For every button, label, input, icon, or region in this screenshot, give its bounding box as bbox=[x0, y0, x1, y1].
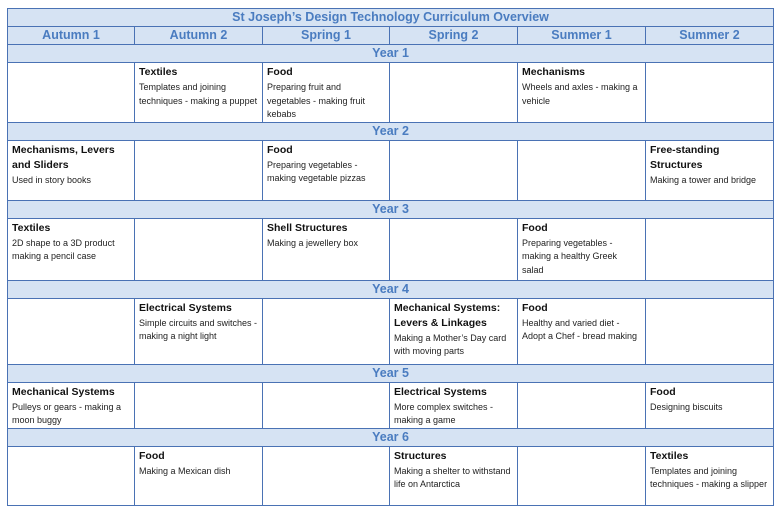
topic-title: Mechanical Systems bbox=[12, 385, 115, 398]
curriculum-cell bbox=[135, 446, 263, 505]
topic-title: Mechanisms bbox=[522, 66, 586, 78]
topic-description: Simple circuits and switches - making a night light bbox=[139, 317, 258, 341]
topic-description: Preparing vegetables - making vegetable pizzas bbox=[267, 159, 366, 183]
topic-title: Mechanisms, Levers and Sliders bbox=[12, 143, 115, 171]
cell-content bbox=[135, 299, 262, 344]
topic-description: Wheels and axles - making a vehicle bbox=[522, 82, 638, 106]
empty-cell bbox=[518, 382, 646, 428]
year-label: Year 3 bbox=[8, 200, 774, 218]
empty-cell bbox=[8, 298, 135, 364]
term-header: Summer 2 bbox=[646, 27, 774, 45]
curriculum-cell bbox=[518, 298, 646, 364]
topic-title: Textiles bbox=[12, 221, 51, 234]
curriculum-cell bbox=[646, 382, 774, 428]
topic-title: Food bbox=[139, 449, 165, 462]
year-content-row bbox=[8, 446, 774, 505]
topic-description: Making a jewellery box bbox=[267, 237, 359, 248]
term-header-row bbox=[8, 27, 774, 45]
empty-cell bbox=[263, 382, 390, 428]
year-label: Year 2 bbox=[8, 122, 774, 140]
year-label: Year 4 bbox=[8, 280, 774, 298]
topic-description: Templates and joining techniques - making a puppet bbox=[139, 82, 258, 106]
cell-content bbox=[390, 447, 517, 492]
year-content-row bbox=[8, 218, 774, 280]
topic-title: Electrical Systems bbox=[139, 301, 232, 314]
empty-cell bbox=[518, 446, 646, 505]
curriculum-cell bbox=[8, 140, 135, 200]
year-label: Year 5 bbox=[8, 364, 774, 382]
topic-description: Templates and joining techniques - making a slipper bbox=[650, 465, 768, 489]
empty-cell bbox=[390, 63, 518, 123]
empty-cell bbox=[646, 63, 774, 123]
year-header-row bbox=[8, 428, 774, 446]
cell-content bbox=[518, 299, 645, 344]
topic-description: Preparing vegetables - making a healthy Greek salad bbox=[522, 237, 618, 275]
curriculum-overview bbox=[7, 8, 773, 506]
topic-title: Food bbox=[522, 221, 548, 234]
year-header-row bbox=[8, 122, 774, 140]
cell-content bbox=[263, 141, 389, 186]
curriculum-cell bbox=[646, 446, 774, 505]
topic-description: Making a Mother’s Day card with moving parts bbox=[394, 332, 507, 356]
curriculum-cell bbox=[518, 218, 646, 280]
topic-description: Preparing fruit and vegetables - making fruit kebabs bbox=[267, 82, 366, 119]
cell-content bbox=[646, 447, 773, 492]
empty-cell bbox=[390, 218, 518, 280]
curriculum-cell bbox=[263, 63, 390, 123]
curriculum-cell bbox=[518, 63, 646, 123]
year-label: Year 6 bbox=[8, 428, 774, 446]
topic-description: Making a tower and bridge bbox=[650, 174, 757, 185]
topic-title: Food bbox=[267, 66, 293, 78]
curriculum-cell bbox=[390, 382, 518, 428]
empty-cell bbox=[518, 140, 646, 200]
cell-content bbox=[263, 63, 389, 122]
term-header: Autumn 2 bbox=[135, 27, 263, 45]
term-header: Spring 1 bbox=[263, 27, 390, 45]
empty-cell bbox=[263, 446, 390, 505]
year-header-row bbox=[8, 45, 774, 63]
year-content-row bbox=[8, 382, 774, 428]
year-header-row bbox=[8, 280, 774, 298]
topic-description: Designing biscuits bbox=[650, 401, 723, 412]
curriculum-cell bbox=[390, 446, 518, 505]
year-content-row bbox=[8, 298, 774, 364]
topic-title: Mechanical Systems: Levers & Linkages bbox=[394, 301, 501, 329]
cell-content bbox=[8, 383, 134, 428]
topic-description: Healthy and varied diet - Adopt a Chef - bread making bbox=[522, 317, 638, 341]
topic-title: Free-standing Structures bbox=[650, 143, 720, 171]
curriculum-cell bbox=[263, 218, 390, 280]
cell-content bbox=[135, 63, 262, 108]
empty-cell bbox=[646, 218, 774, 280]
curriculum-cell bbox=[135, 298, 263, 364]
topic-title: Structures bbox=[394, 449, 447, 462]
page-title: St Joseph’s Design Technology Curriculum Overview bbox=[8, 9, 774, 27]
empty-cell bbox=[8, 63, 135, 123]
empty-cell bbox=[135, 140, 263, 200]
year-content-row bbox=[8, 63, 774, 123]
cell-content bbox=[390, 383, 517, 428]
curriculum-cell bbox=[646, 140, 774, 200]
term-header: Summer 1 bbox=[518, 27, 646, 45]
cell-content bbox=[263, 219, 389, 251]
topic-description: Used in story books bbox=[12, 174, 92, 185]
cell-content bbox=[646, 383, 773, 415]
topic-description: 2D shape to a 3D product making a pencil case bbox=[12, 237, 115, 261]
empty-cell bbox=[135, 218, 263, 280]
cell-content bbox=[390, 299, 517, 359]
year-content-row bbox=[8, 140, 774, 200]
cell-content bbox=[8, 141, 134, 188]
empty-cell bbox=[135, 382, 263, 428]
topic-description: Making a Mexican dish bbox=[139, 465, 231, 476]
topic-description: More complex switches - making a game bbox=[394, 401, 494, 425]
topic-title: Electrical Systems bbox=[394, 385, 487, 398]
cell-content bbox=[646, 141, 773, 188]
topic-title: Food bbox=[650, 385, 676, 398]
term-header: Autumn 1 bbox=[8, 27, 135, 45]
cell-content bbox=[8, 219, 134, 264]
empty-cell bbox=[646, 298, 774, 364]
year-header-row bbox=[8, 364, 774, 382]
empty-cell bbox=[263, 298, 390, 364]
year-label: Year 1 bbox=[8, 45, 774, 63]
curriculum-cell bbox=[8, 218, 135, 280]
topic-title: Food bbox=[522, 301, 548, 314]
curriculum-cell bbox=[390, 298, 518, 364]
curriculum-cell bbox=[263, 140, 390, 200]
topic-title: Textiles bbox=[650, 449, 689, 462]
cell-content bbox=[135, 447, 262, 479]
topic-title: Shell Structures bbox=[267, 221, 348, 234]
cell-content bbox=[518, 63, 645, 108]
term-header: Spring 2 bbox=[390, 27, 518, 45]
topic-title: Textiles bbox=[139, 66, 178, 78]
curriculum-cell bbox=[8, 382, 135, 428]
year-header-row bbox=[8, 200, 774, 218]
empty-cell bbox=[390, 140, 518, 200]
curriculum-table bbox=[7, 8, 774, 506]
cell-content bbox=[518, 219, 645, 278]
topic-title: Food bbox=[267, 143, 293, 156]
empty-cell bbox=[8, 446, 135, 505]
topic-description: Making a shelter to withstand life on Antarctica bbox=[394, 465, 511, 489]
curriculum-cell bbox=[135, 63, 263, 123]
topic-description: Pulleys or gears - making a moon buggy bbox=[12, 401, 122, 425]
